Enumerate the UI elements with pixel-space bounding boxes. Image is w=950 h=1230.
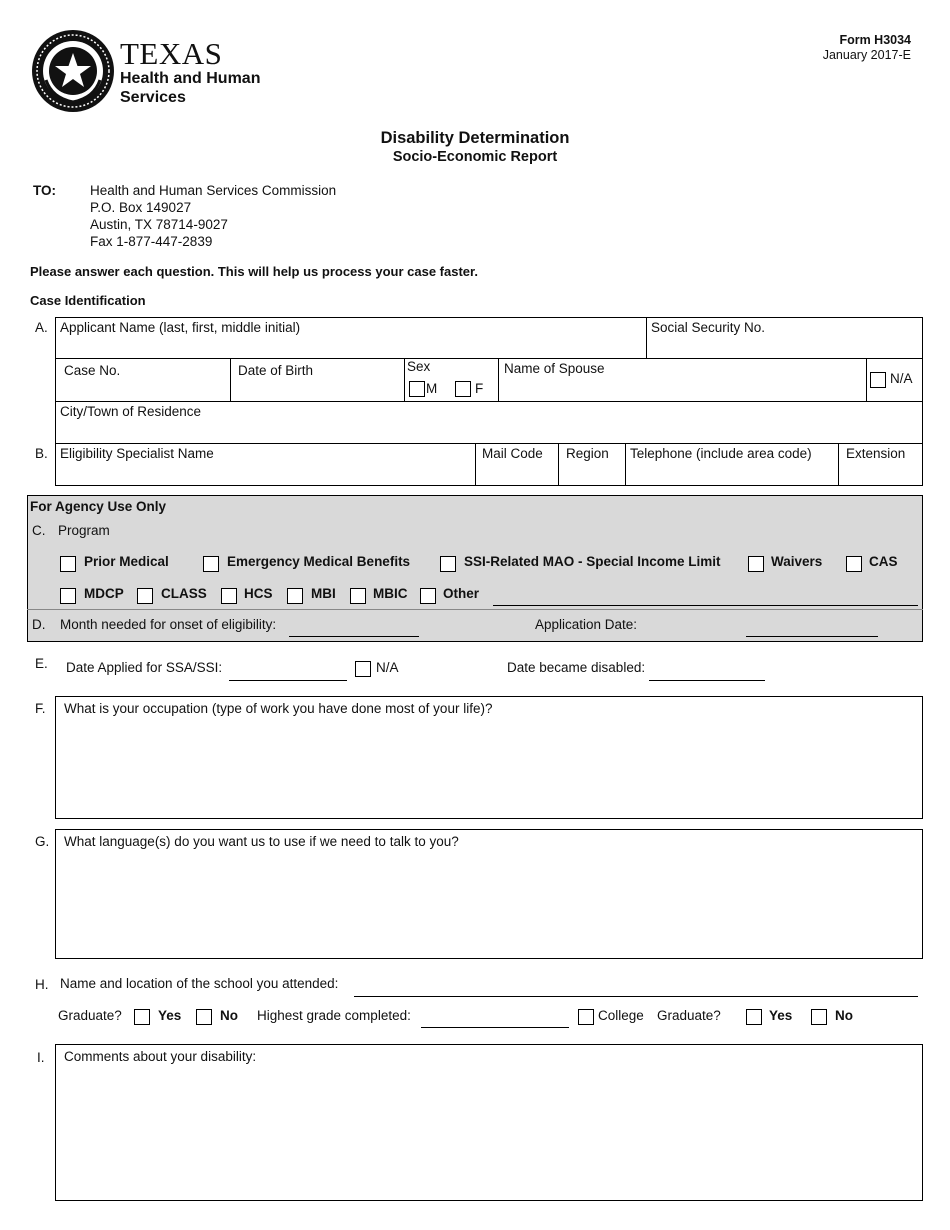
other-checkbox[interactable]	[420, 588, 436, 604]
instruction-text: Please answer each question. This will help us process your case faster.	[30, 264, 478, 279]
hcs-checkbox[interactable]	[221, 588, 237, 604]
graduate-yes-label: Yes	[158, 1008, 182, 1023]
college-yes-checkbox[interactable]	[746, 1009, 762, 1025]
spouse-na-checkbox[interactable]	[870, 372, 886, 388]
sex-field	[405, 359, 497, 400]
college-no-checkbox[interactable]	[811, 1009, 827, 1025]
sex-label: Sex	[407, 359, 431, 374]
month-needed-label: Month needed for onset of eligibility:	[60, 617, 277, 632]
class-label: CLASS	[161, 586, 207, 601]
prior-medical-checkbox[interactable]	[60, 556, 76, 572]
city-field[interactable]	[56, 402, 922, 442]
comments-label: Comments about your disability:	[64, 1049, 257, 1064]
comments-textarea[interactable]	[55, 1044, 923, 1201]
applicant-name-label: Applicant Name (last, first, middle initial)	[60, 320, 301, 335]
ssi-related-mao-checkbox[interactable]	[440, 556, 456, 572]
cas-label: CAS	[869, 554, 898, 569]
date-disabled-label: Date became disabled:	[507, 660, 646, 675]
city-label: City/Town of Residence	[60, 404, 202, 419]
eligibility-specialist-label: Eligibility Specialist Name	[60, 446, 214, 461]
school-line[interactable]	[354, 996, 918, 997]
logo-line3-text: Services	[120, 89, 186, 106]
state-seal-icon	[30, 28, 116, 114]
mdcp-checkbox[interactable]	[60, 588, 76, 604]
region-field[interactable]	[559, 444, 624, 485]
section-b-letter: B.	[35, 446, 48, 461]
other-label: Other	[443, 586, 480, 601]
college-no-label: No	[835, 1008, 853, 1023]
school-label: Name and location of the school you attended:	[60, 976, 339, 991]
college-yes-label: Yes	[769, 1008, 793, 1023]
dob-field[interactable]	[231, 359, 403, 400]
section-g-letter: G.	[35, 834, 50, 849]
page-subtitle: Socio-Economic Report	[392, 149, 558, 165]
texas-hhs-logo	[30, 28, 261, 114]
spouse-na-cell	[867, 359, 922, 400]
mbi-checkbox[interactable]	[287, 588, 303, 604]
spouse-name-field[interactable]	[499, 359, 865, 400]
language-question: What language(s) do you want us to use if we need to talk to you?	[64, 834, 459, 849]
graduate-label: Graduate?	[58, 1008, 122, 1023]
telephone-field[interactable]	[626, 444, 837, 485]
section-f-letter: F.	[35, 701, 46, 716]
logo-texas-text: TEXAS	[120, 36, 223, 71]
sex-f-label: F	[475, 381, 484, 396]
mail-code-field[interactable]	[476, 444, 557, 485]
spouse-name-label: Name of Spouse	[504, 361, 605, 376]
sex-f-checkbox[interactable]	[455, 381, 471, 397]
form-number: Form H3034	[839, 33, 911, 47]
occupation-question: What is your occupation (type of work you have done most of your life)?	[64, 701, 493, 716]
month-needed-line[interactable]	[289, 636, 419, 637]
college-checkbox[interactable]	[578, 1009, 594, 1025]
mbic-checkbox[interactable]	[350, 588, 366, 604]
mdcp-label: MDCP	[84, 586, 124, 601]
sex-m-label: M	[426, 381, 438, 396]
prior-medical-label: Prior Medical	[84, 554, 169, 569]
ssi-related-mao-label: SSI-Related MAO - Special Income Limit	[464, 554, 721, 569]
mbi-label: MBI	[311, 586, 336, 601]
emergency-medical-checkbox[interactable]	[203, 556, 219, 572]
waivers-checkbox[interactable]	[748, 556, 764, 572]
dob-label: Date of Birth	[238, 363, 314, 378]
section-d-letter: D.	[32, 617, 46, 632]
graduate-yes-checkbox[interactable]	[134, 1009, 150, 1025]
ssa-na-label: N/A	[376, 660, 399, 675]
graduate-no-label: No	[220, 1008, 238, 1023]
ssn-field[interactable]	[647, 318, 922, 357]
telephone-label: Telephone (include area code)	[630, 446, 812, 461]
section-c-letter: C.	[32, 523, 46, 538]
page-title: Disability Determination	[380, 129, 570, 147]
case-no-label: Case No.	[64, 363, 121, 378]
class-checkbox[interactable]	[137, 588, 153, 604]
extension-label: Extension	[846, 446, 906, 461]
highest-grade-line[interactable]	[421, 1027, 569, 1028]
section-a-letter: A.	[35, 320, 48, 335]
to-label: TO:	[33, 183, 56, 198]
mbic-label: MBIC	[373, 586, 408, 601]
hcs-label: HCS	[244, 586, 273, 601]
emergency-medical-label: Emergency Medical Benefits	[227, 554, 411, 569]
form-date: January 2017-E	[822, 48, 911, 62]
sex-m-checkbox[interactable]	[409, 381, 425, 397]
occupation-textarea[interactable]	[55, 696, 923, 819]
section-h-letter: H.	[35, 977, 49, 992]
to-line3: Austin, TX 78714-9027	[90, 217, 228, 232]
college-graduate-label: Graduate?	[657, 1008, 721, 1023]
program-label: Program	[58, 523, 110, 538]
section-i-letter: I.	[37, 1050, 45, 1065]
date-disabled-line[interactable]	[649, 680, 765, 681]
date-applied-label: Date Applied for SSA/SSI:	[66, 660, 223, 675]
application-date-line[interactable]	[746, 636, 878, 637]
ssn-label: Social Security No.	[651, 320, 766, 335]
mail-code-label: Mail Code	[482, 446, 543, 461]
ssa-na-checkbox[interactable]	[355, 661, 371, 677]
logo-line2-text: Health and Human	[120, 70, 261, 87]
waivers-label: Waivers	[771, 554, 823, 569]
language-textarea[interactable]	[55, 829, 923, 959]
to-line4: Fax 1-877-447-2839	[90, 234, 213, 249]
graduate-no-checkbox[interactable]	[196, 1009, 212, 1025]
to-line2: P.O. Box 149027	[90, 200, 192, 215]
date-applied-line[interactable]	[229, 680, 347, 681]
case-no-field[interactable]	[56, 359, 229, 400]
eligibility-specialist-field[interactable]	[56, 444, 474, 485]
application-date-label: Application Date:	[535, 617, 638, 632]
cas-checkbox[interactable]	[846, 556, 862, 572]
applicant-name-field[interactable]	[56, 318, 645, 357]
region-label: Region	[566, 446, 609, 461]
to-line1: Health and Human Services Commission	[90, 183, 337, 198]
spouse-na-label: N/A	[890, 371, 913, 386]
highest-grade-label: Highest grade completed:	[257, 1008, 411, 1023]
agency-heading: For Agency Use Only	[30, 499, 167, 514]
other-program-line[interactable]	[493, 605, 918, 606]
case-identification-heading: Case Identification	[30, 293, 146, 308]
extension-field[interactable]	[839, 444, 922, 485]
college-label: College	[598, 1008, 644, 1023]
section-e-letter: E.	[35, 656, 48, 671]
